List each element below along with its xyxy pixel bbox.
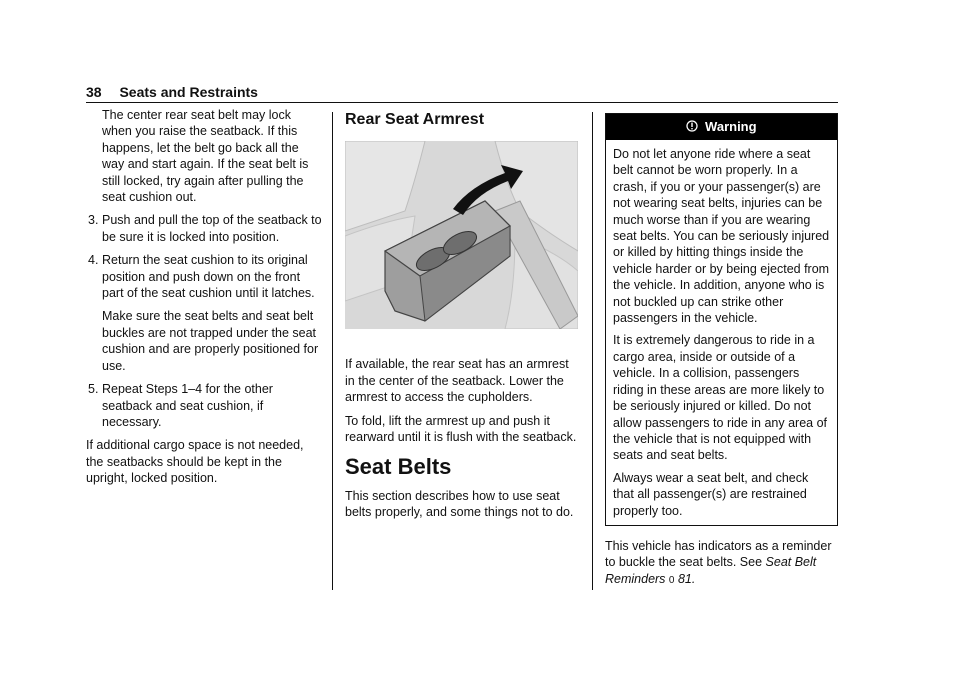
column-divider-2 (592, 112, 593, 590)
step-3 (86, 212, 322, 245)
step-5-number: 5. (88, 382, 99, 397)
closing-paragraph: If additional cargo space is not needed, the seatbacks should be kept in the upright, locked position. (86, 438, 304, 486)
seat-belts-heading: Seat Belts (345, 454, 452, 480)
warning-body (606, 140, 837, 525)
step-4 (86, 252, 322, 301)
warning-box (605, 113, 838, 526)
page-reference-icon: 0 (668, 574, 675, 586)
step-4-note: Make sure the seat belts and seat belt buckles are not trapped under the seat cushion and are properly positioned for use. (102, 309, 319, 373)
armrest-heading: Rear Seat Armrest (345, 111, 485, 128)
header-rule (86, 102, 838, 103)
step-5 (86, 381, 322, 430)
armrest-paragraph-1: If available, the rear seat has an armrest in the center of the seatback. Lower the armrest to access the cupholders. (345, 357, 569, 405)
armrest-paragraph-2: To fold, lift the armrest up and push it rearward until it is flush with the seatback. (345, 413, 577, 445)
warning-paragraph-3: Always wear a seat belt, and check that all passenger(s) are restrained properly too. (613, 470, 809, 518)
step-3-number: 3. (88, 213, 99, 228)
step-4-text: Return the seat cushion to its original position and push down on the front part of the seat cushion until it latches. (102, 253, 315, 301)
intro-paragraph: The center rear seat belt may lock when you raise the seatback. If this happens, let the belt go back all the way and start again. If the seat belt is still locked, try again after pulling the seat cushion out. (102, 108, 309, 205)
column-3 (605, 113, 838, 602)
step-5-text: Repeat Steps 1–4 for the other seatback and seat cushion, if necessary. (102, 382, 273, 429)
reminder-paragraph (605, 538, 838, 589)
armrest-illustration (345, 141, 578, 329)
page-header (86, 84, 258, 100)
reminder-text: This vehicle has indicators as a reminder to buckle the seat belts. See (605, 538, 832, 570)
warning-paragraph-1: Do not let anyone ride where a seat belt cannot be worn properly. In a crash, if you or your passenger(s) are not wearing seat belts, injuries can be much worse than if you are wearing seat belts. You can be seriously injured or killed by hitting things inside the vehicle harder or by being ejected from the vehicle. In addition, anyone who is not buckled up can strike other passengers in the vehicle. (613, 147, 830, 326)
warning-title: Warning (705, 119, 757, 134)
column-divider-1 (332, 112, 333, 590)
seat-belt-reminders-link[interactable]: Seat Belt Reminders (605, 555, 817, 586)
page-number: 38 (86, 84, 102, 100)
reminder-page-number[interactable]: 81. (677, 571, 696, 586)
section-title: Seats and Restraints (119, 84, 258, 100)
warning-exclamation-icon (686, 120, 698, 132)
warning-header (606, 114, 837, 140)
warning-paragraph-2: It is extremely dangerous to ride in a cargo area, inside or outside of a vehicle. In a collision, passengers riding in these areas are more likely to be seriously injured or killed. Do not allow passengers to ride in any area of the vehicle that is not equipped with seats and seat belts. (613, 333, 828, 463)
step-3-text: Push and pull the top of the seatback to be sure it is locked into position. (102, 213, 322, 244)
armrest-drawing (345, 141, 578, 329)
seat-belts-paragraph: This section describes how to use seat belts properly, and some things not to do. (345, 488, 574, 520)
step-4-number: 4. (88, 253, 99, 268)
column-1 (86, 107, 322, 487)
